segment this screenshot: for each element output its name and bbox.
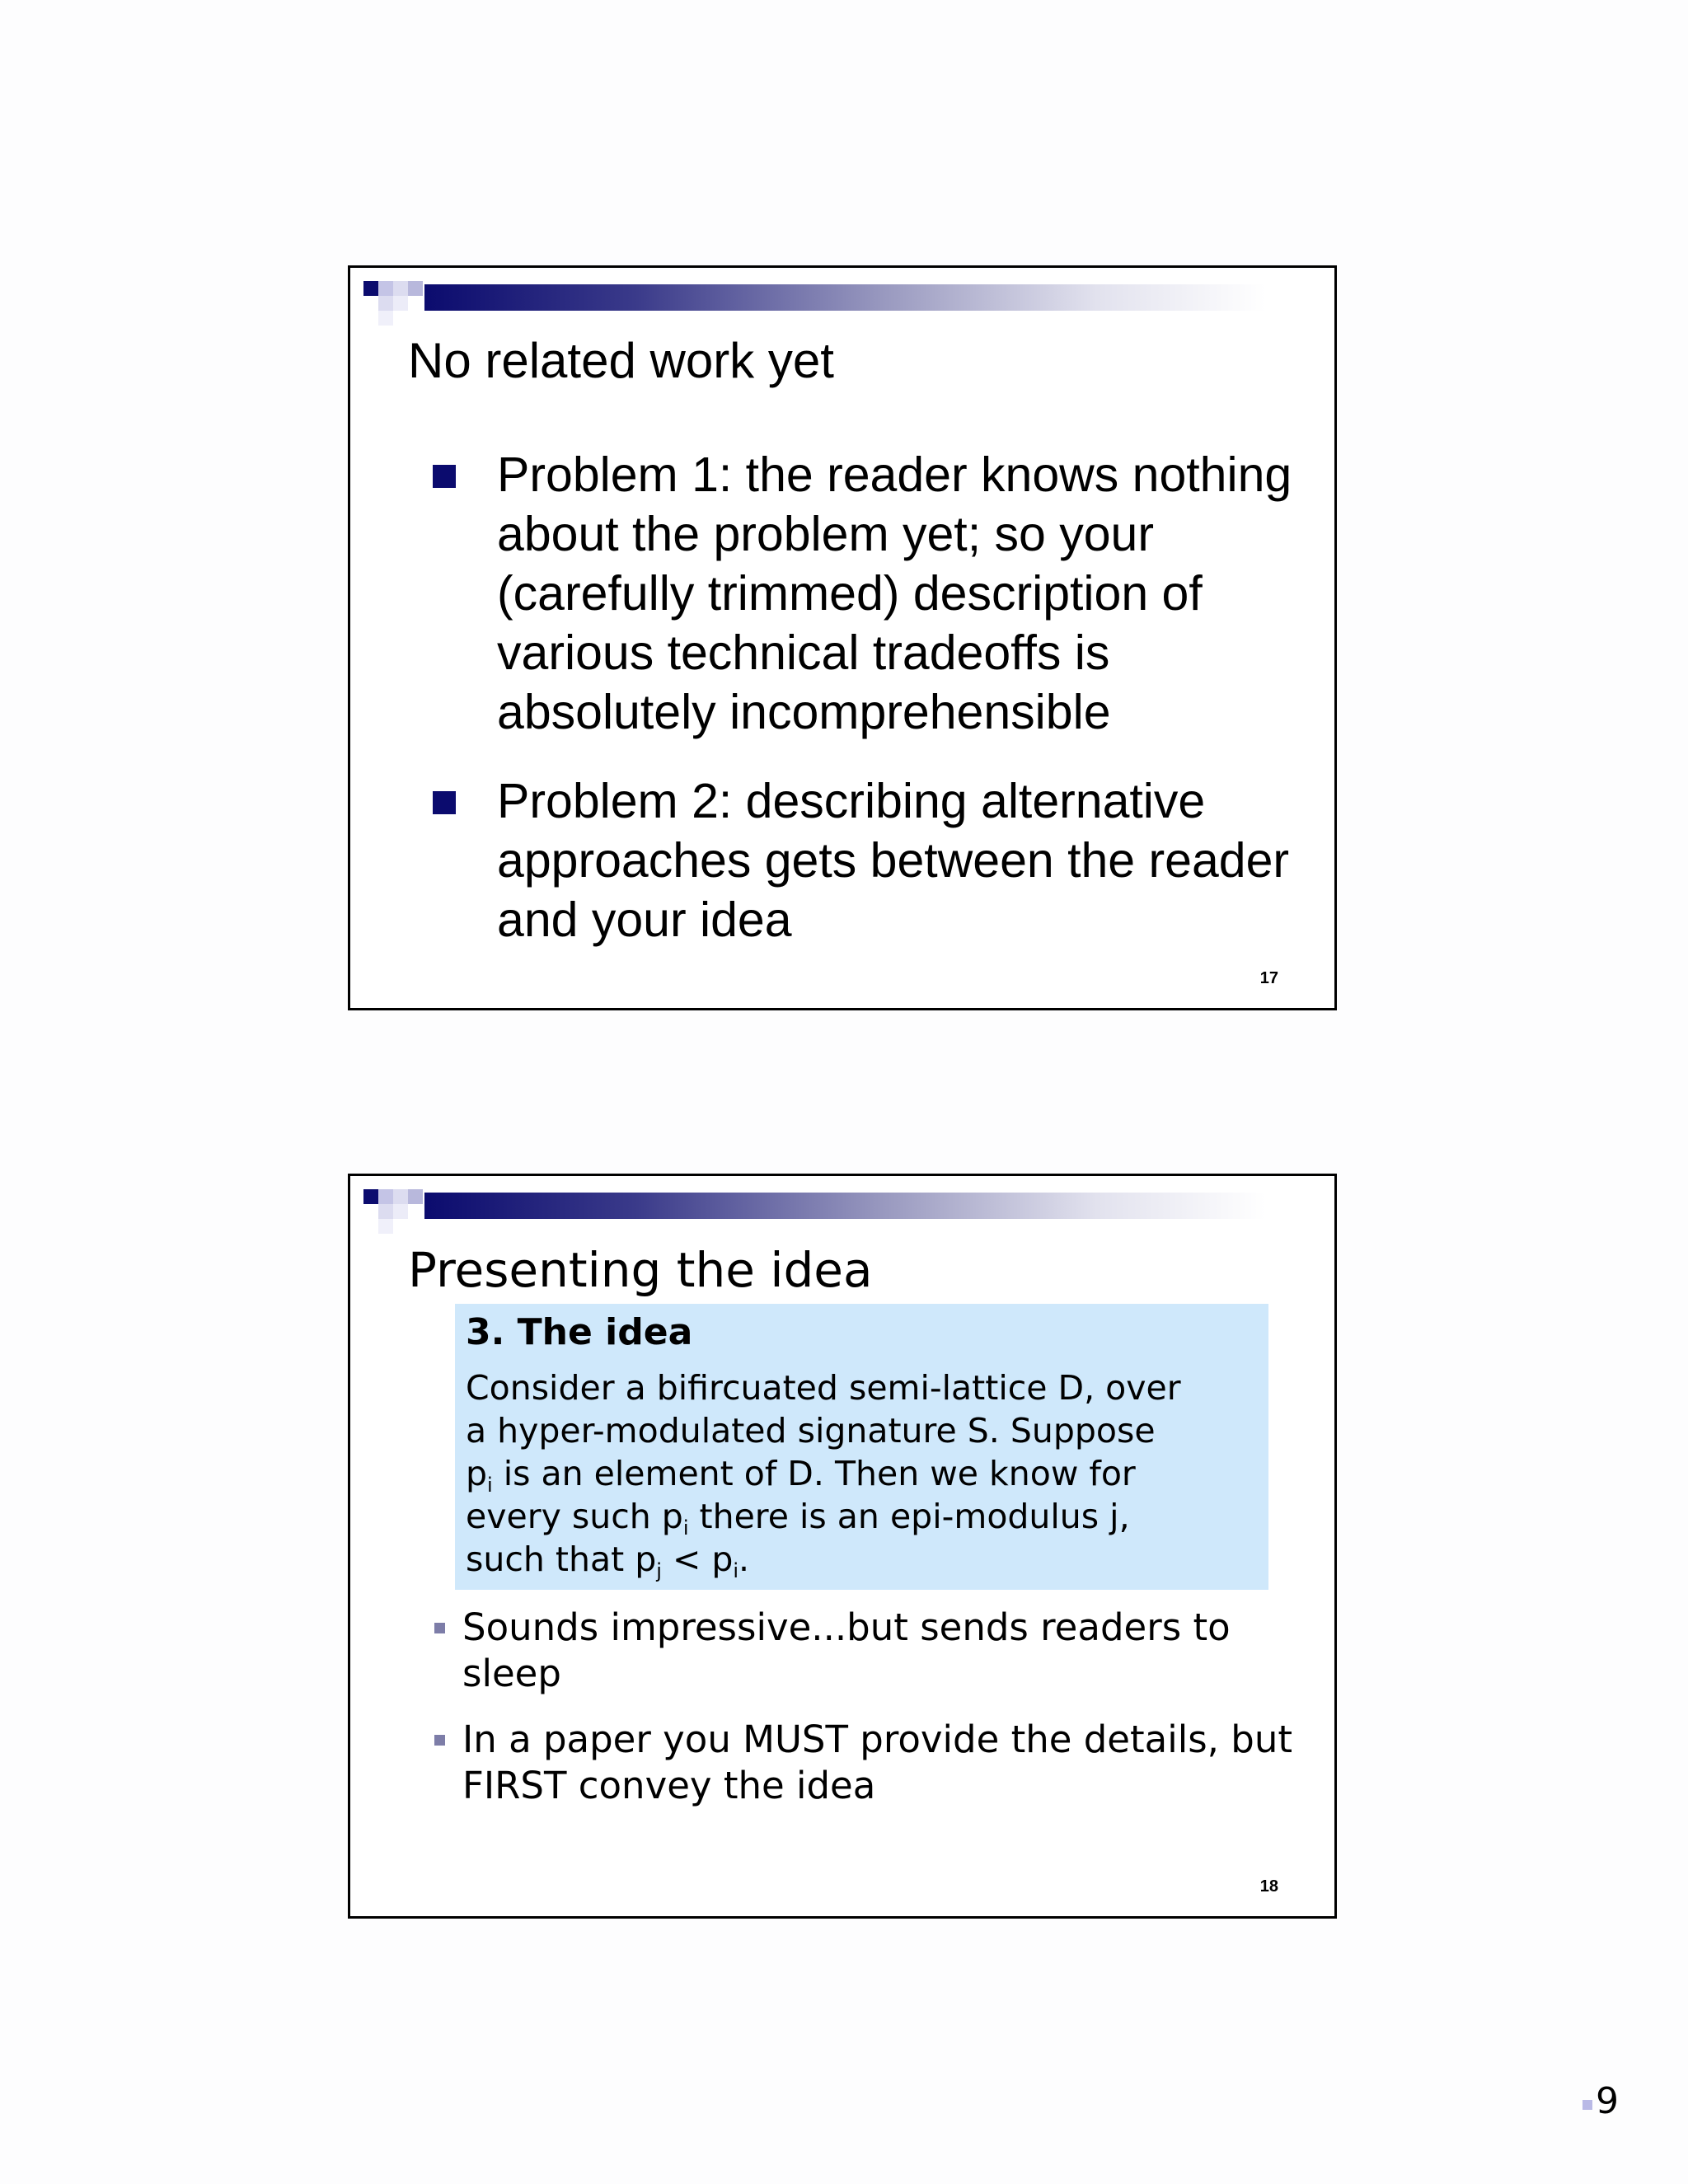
slide-title: No related work yet [408,333,834,388]
bullet-list [433,445,1306,979]
slide-number: 17 [1259,969,1278,987]
idea-line: a hyper-modulated signature S. Suppose [466,1411,1156,1451]
idea-line: Consider a bifircuated semi-lattice D, over [466,1368,1181,1408]
idea-heading: 3. The idea [466,1311,693,1353]
square-bullet-icon [433,465,456,488]
bullet-text: In a paper you MUST provide the details, but FIRST convey the idea [462,1718,1292,1807]
idea-text [466,1366,1258,1581]
bullet-list [433,1605,1306,1829]
slide-number: 18 [1259,1877,1278,1896]
square-bullet-icon [434,1735,445,1746]
slide-17 [348,265,1337,1010]
bullet-item [433,445,1306,742]
bullet-text: Problem 1: the reader knows nothing about the problem yet; so your (carefully trimmed) description of various technical tradeoffs is absolutely incomprehensible [497,448,1292,739]
idea-callout-box [455,1304,1268,1590]
idea-line: every such $p_i$ there is an epi-modulus j, [466,1497,1130,1540]
page-number: 9 [1596,2080,1619,2122]
slide-title: Presenting the idea [408,1242,873,1298]
idea-line: $p_i$ is an element of D. Then we know for [466,1454,1136,1497]
bullet-item [433,1717,1306,1809]
bullet-text: Problem 2: describing alternative approaches gets between the reader and your idea [497,774,1290,947]
square-bullet-icon [433,791,456,814]
bullet-text: Sounds impressive...but sends readers to sleep [462,1605,1231,1695]
idea-line: such that $p_j < p_i$. [466,1540,750,1582]
square-bullet-icon [434,1623,445,1633]
square-bullet-icon [1582,2100,1592,2110]
bullet-item [433,771,1306,949]
bullet-item [433,1605,1306,1697]
slide-18 [348,1174,1337,1919]
